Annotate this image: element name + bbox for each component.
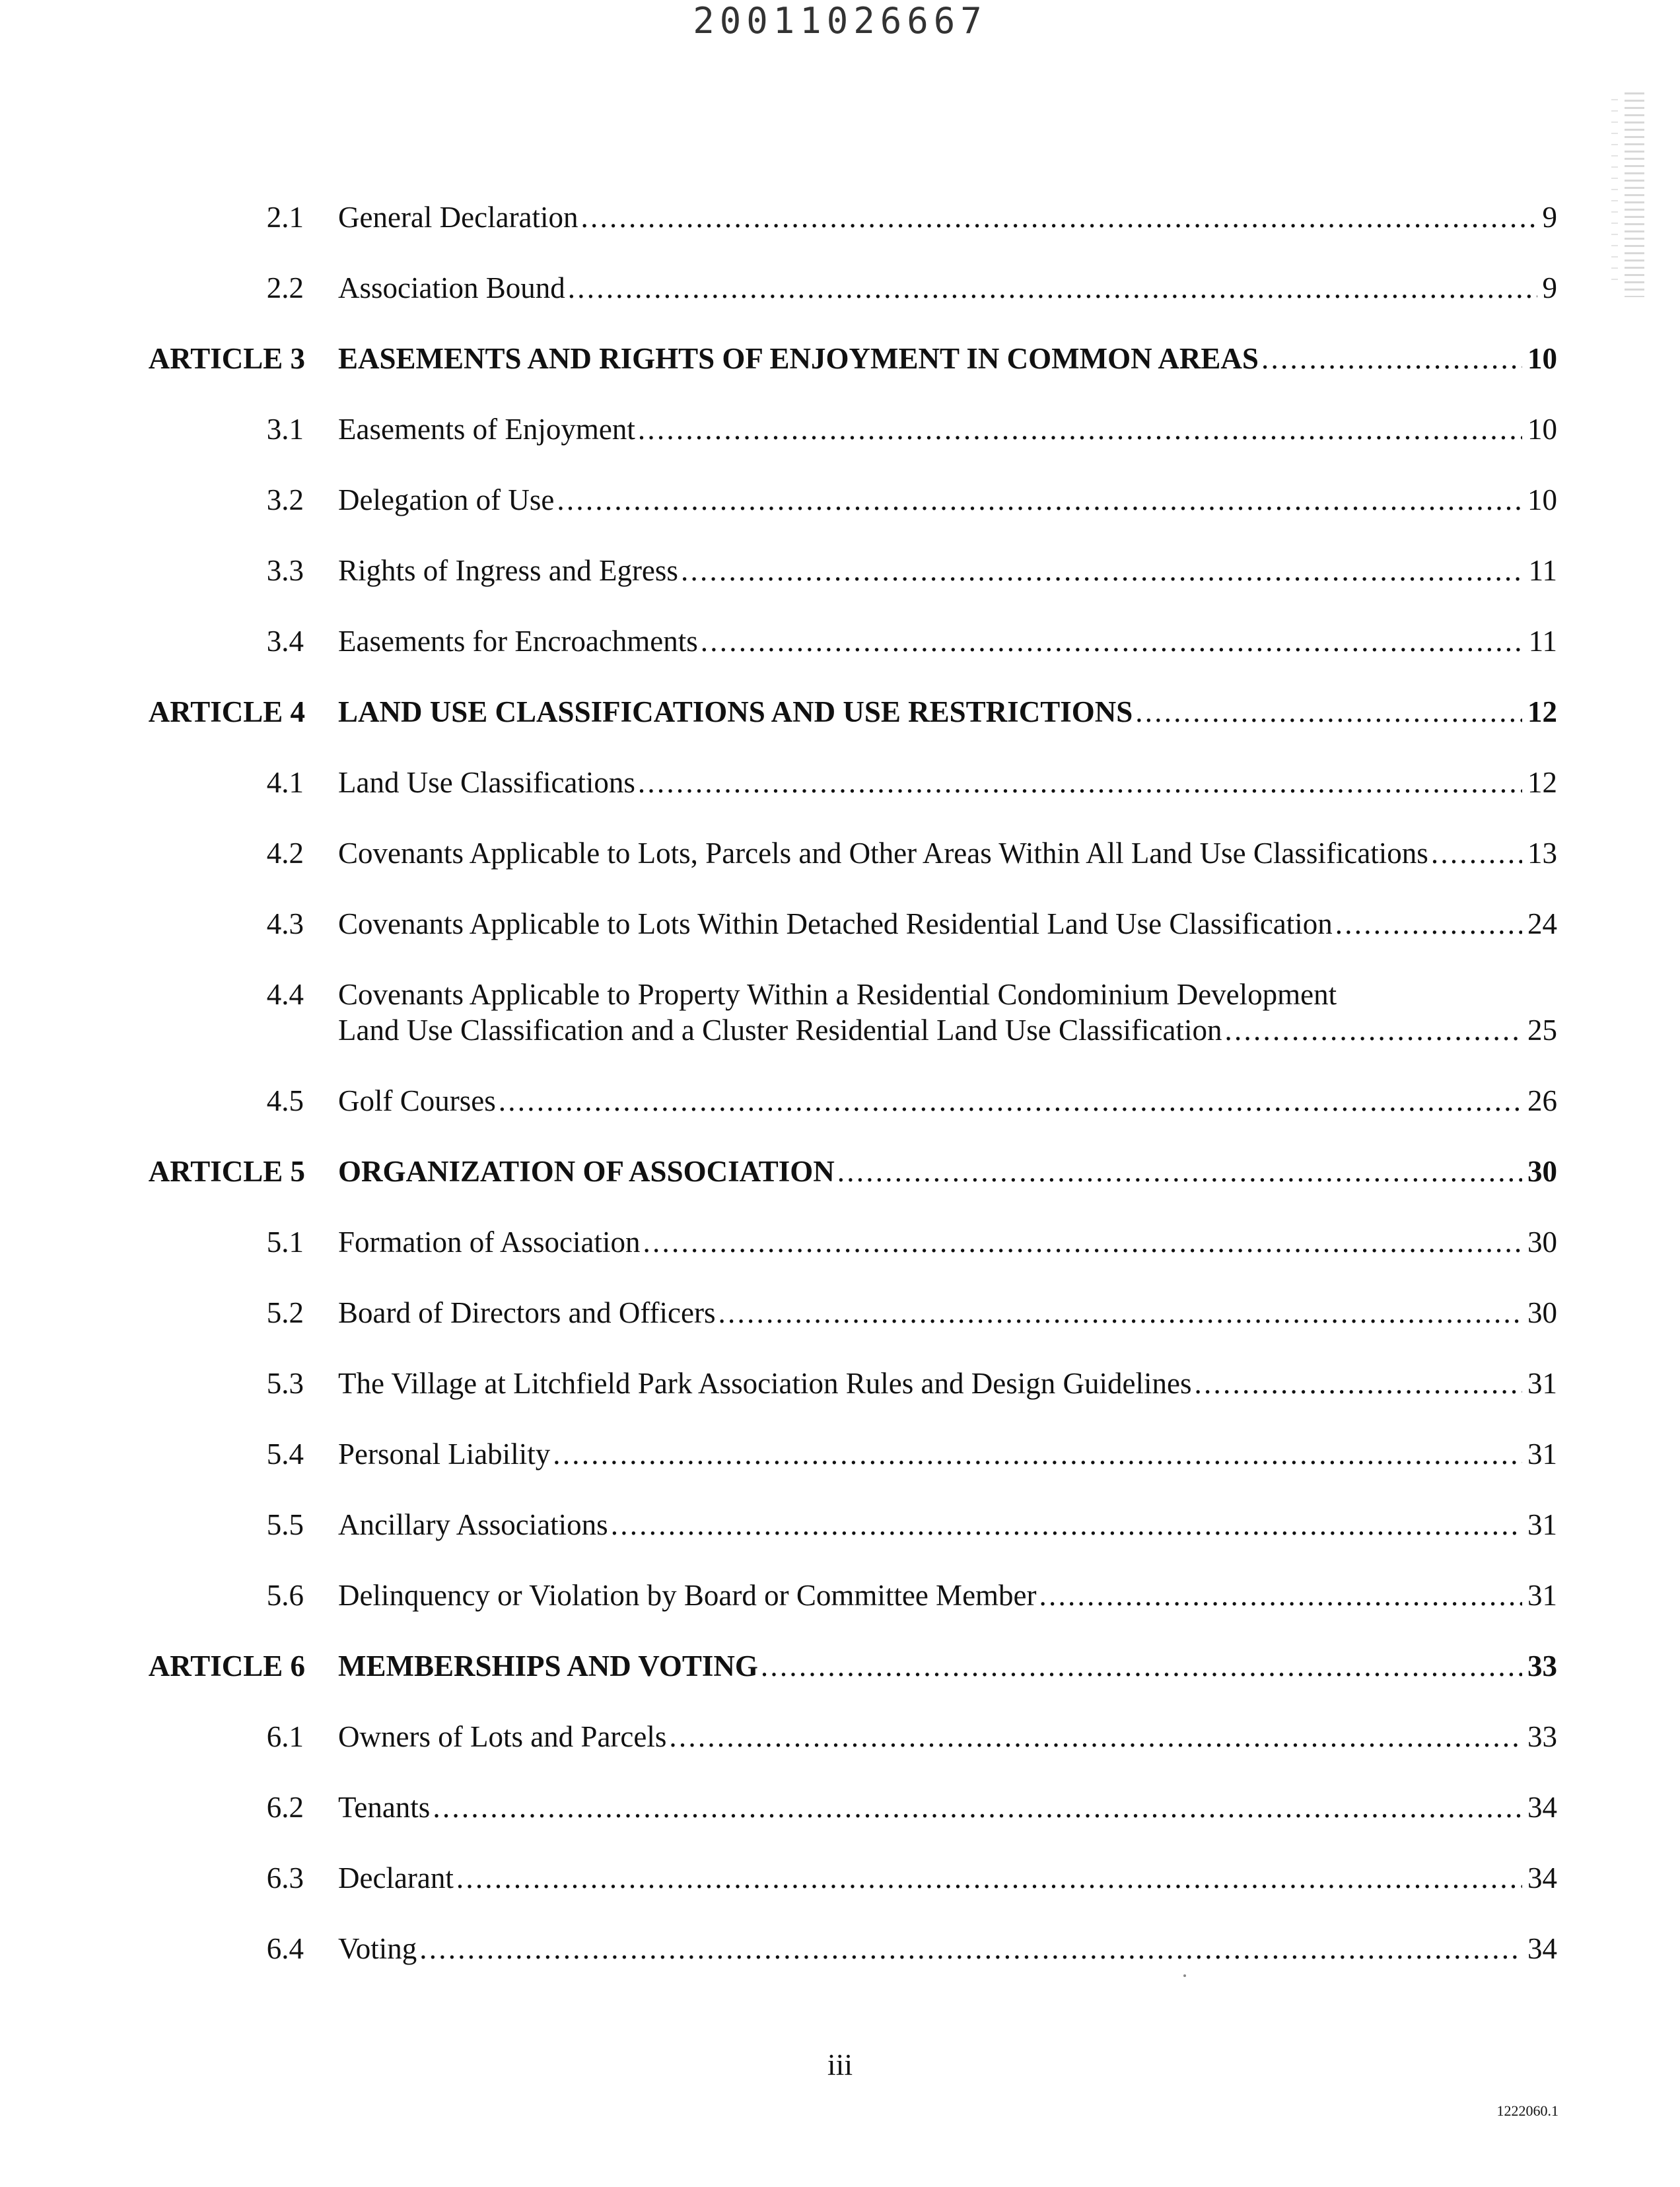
toc-section-title: Ancillary Associations [338,1508,608,1541]
toc-section-title: Board of Directors and Officers [338,1296,716,1329]
toc-article-number: ARTICLE 4 [148,695,305,728]
toc-section-title: General Declaration [338,201,578,234]
toc-page-number: 11 [1528,625,1557,658]
toc-section-number: 4.2 [266,837,304,870]
toc-page-number: 30 [1527,1296,1557,1329]
toc-section-number: 5.1 [266,1226,304,1259]
toc-leader-dots [1261,341,1522,376]
toc-leader-dots [499,1083,1522,1119]
toc-leader-dots [557,482,1522,518]
toc-page-number: 9 [1542,271,1557,304]
toc-section-title: Covenants Applicable to Lots Within Detached Residential Land Use Classification [338,907,1333,940]
toc-page-number: 10 [1527,342,1557,375]
toc-page-number: 25 [1527,1014,1557,1047]
toc-section-title-line-2: Land Use Classification and a Cluster Residential Land Use Classification [338,1014,1222,1047]
toc-section-title: Tenants [338,1791,431,1824]
toc-section-number: 6.4 [266,1932,304,1965]
toc-leader-dots [643,1224,1522,1260]
toc-page-number: 34 [1527,1932,1557,1965]
scan-speck [1183,1974,1186,1977]
toc-leader-dots [761,1648,1522,1684]
toc-article-number: ARTICLE 6 [148,1649,305,1683]
toc-leader-dots [456,1860,1522,1896]
toc-leader-dots [638,765,1522,800]
toc-section-number: 2.2 [266,271,304,304]
toc-section-number: 5.2 [266,1296,304,1329]
toc-section-number: 6.1 [266,1720,304,1753]
toc-section-title: The Village at Litchfield Park Association Rules and Design Guidelines [338,1367,1192,1400]
toc-leader-dots [1431,835,1522,871]
toc-page-number: 10 [1527,483,1557,516]
toc-leader-dots [433,1789,1522,1825]
toc-leader-dots [1335,906,1522,942]
toc-section-title: Golf Courses [338,1084,496,1117]
toc-section-number: 2.1 [266,201,304,234]
toc-leader-dots [701,623,1523,659]
toc-section-title: Easements of Enjoyment [338,413,635,446]
toc-leader-dots [718,1295,1522,1331]
toc-page-number: 9 [1542,201,1557,234]
toc-section-title: Declarant [338,1861,454,1894]
toc-leader-dots [419,1931,1522,1966]
toc-section-title: Rights of Ingress and Egress [338,554,678,587]
toc-article-number: ARTICLE 3 [148,342,305,375]
toc-section-number: 4.1 [266,766,304,799]
toc-leader-dots [581,199,1537,235]
toc-page-number: 33 [1527,1649,1557,1683]
toc-section-number: 5.4 [266,1438,304,1471]
toc-section-number: 4.3 [266,907,304,940]
toc-page-number: 31 [1527,1438,1557,1471]
toc-section-number: 5.5 [266,1508,304,1541]
toc-page-number: 34 [1527,1861,1557,1894]
toc-leader-dots [1224,1012,1522,1048]
toc-section-number: 4.4 [266,978,304,1011]
toc-page-number: 11 [1528,554,1557,587]
toc-page-number: 31 [1527,1508,1557,1541]
toc-section-title: Covenants Applicable to Lots, Parcels and Other Areas Within All Land Use Classifications [338,837,1428,870]
toc-section-title: Delegation of Use [338,483,555,516]
toc-article-title: MEMBERSHIPS AND VOTING [338,1649,758,1683]
toc-section-title: Land Use Classifications [338,766,635,799]
toc-page-number: 10 [1527,413,1557,446]
toc-section-title: Personal Liability [338,1438,551,1471]
toc-section-title-line-1: Covenants Applicable to Property Within a Residential Condominium Development [338,978,1337,1011]
toc-page-number: 26 [1527,1084,1557,1117]
page-number: iii [827,2048,853,2081]
toc-page-number: 31 [1527,1579,1557,1612]
toc-leader-dots [837,1154,1522,1189]
recording-stamp-marks [1625,92,1644,297]
toc-page-number: 12 [1527,695,1557,728]
document-number: 20011026667 [693,0,987,42]
toc-section-number: 5.6 [266,1579,304,1612]
toc-page-number: 24 [1527,907,1557,940]
document-reference: 1222060.1 [1496,2102,1558,2119]
recording-stamp-marks-secondary [1611,99,1618,284]
toc-page-number: 13 [1527,837,1557,870]
toc-leader-dots [568,270,1537,306]
toc-section-number: 3.1 [266,413,304,446]
toc-page-number: 34 [1527,1791,1557,1824]
toc-leader-dots [669,1719,1522,1754]
toc-section-number: 6.2 [266,1791,304,1824]
toc-section-number: 6.3 [266,1861,304,1894]
toc-section-title: Formation of Association [338,1226,641,1259]
toc-section-number: 5.3 [266,1367,304,1400]
toc-leader-dots [638,411,1522,447]
toc-section-title: Delinquency or Violation by Board or Committee Member [338,1579,1037,1612]
toc-section-title: Owners of Lots and Parcels [338,1720,667,1753]
toc-page-number: 33 [1527,1720,1557,1753]
toc-section-number: 3.2 [266,483,304,516]
toc-article-title: EASEMENTS AND RIGHTS OF ENJOYMENT IN COMMON AREAS [338,342,1259,375]
toc-section-number: 3.3 [266,554,304,587]
toc-page-number: 30 [1527,1226,1557,1259]
toc-leader-dots [553,1436,1522,1472]
toc-section-number: 3.4 [266,625,304,658]
toc-leader-dots [611,1507,1522,1543]
toc-article-number: ARTICLE 5 [148,1155,305,1188]
toc-section-number: 4.5 [266,1084,304,1117]
toc-leader-dots [681,553,1523,588]
toc-page-number: 30 [1527,1155,1557,1188]
toc-page-number: 31 [1527,1367,1557,1400]
toc-article-title: LAND USE CLASSIFICATIONS AND USE RESTRICTIONS [338,695,1133,728]
toc-leader-dots [1135,694,1522,730]
toc-article-title: ORGANIZATION OF ASSOCIATION [338,1155,835,1188]
toc-section-title: Easements for Encroachments [338,625,698,658]
toc-leader-dots [1194,1366,1522,1401]
toc-section-title: Voting [338,1932,417,1965]
toc-leader-dots [1039,1578,1523,1613]
toc-page-number: 12 [1527,766,1557,799]
toc-section-title: Association Bound [338,271,565,304]
